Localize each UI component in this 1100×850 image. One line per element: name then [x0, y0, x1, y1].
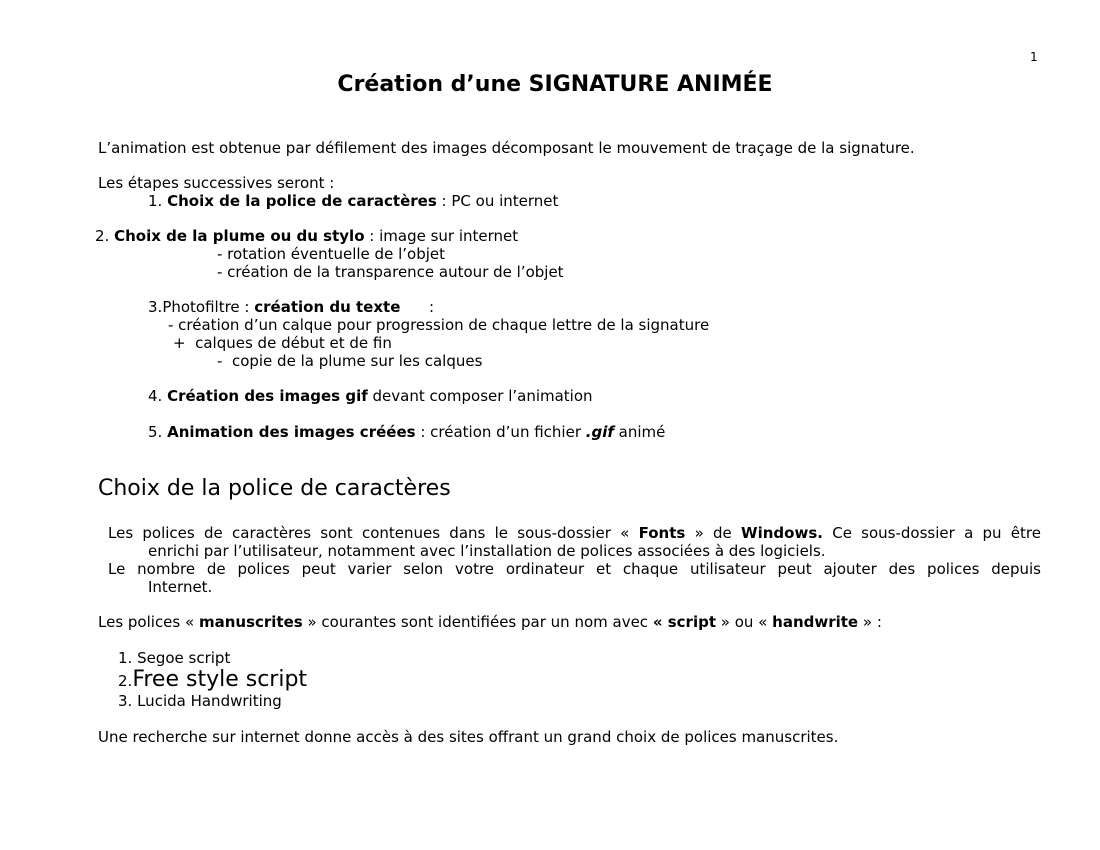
font-name: Lucida Handwriting	[137, 692, 282, 710]
font-count-paragraph-cont: Internet.	[148, 578, 213, 596]
font-list-item	[118, 668, 307, 693]
fonts-folder-paragraph-cont: enrichi par l’utilisateur, notamment avec l’installation de polices associées à des logiciels.	[148, 542, 826, 560]
page-number: 1	[1030, 50, 1038, 64]
step-title: création du texte	[254, 298, 401, 316]
step-number: 1.	[148, 192, 163, 210]
step-3-sub-2: + calques de début et de fin	[173, 334, 392, 352]
keyword-manuscrites: manuscrites	[198, 613, 303, 631]
step-separator: :	[400, 298, 435, 316]
step-detail: image sur internet	[379, 227, 519, 245]
step-1	[148, 192, 558, 210]
step-separator: :	[415, 423, 431, 441]
step-detail: création d’un fichier	[430, 423, 586, 441]
para-text: » ou «	[716, 613, 773, 631]
step-2-sub-1: - rotation éventuelle de l’objet	[217, 245, 445, 263]
section-heading: Choix de la police de caractères	[98, 476, 451, 501]
step-detail: PC ou internet	[451, 192, 559, 210]
para-text: » de	[685, 524, 742, 542]
step-2-sub-2: - création de la transparence autour de l’objet	[217, 263, 564, 281]
step-3-sub-1: - création d’un calque pour progression de chaque lettre de la signature	[168, 316, 710, 334]
font-count-paragraph: Le nombre de polices peut varier selon votre ordinateur et chaque utilisateur peut ajouter des polices depuis	[108, 560, 1041, 578]
font-name: Segoe script	[137, 649, 231, 667]
keyword-script: « script	[652, 613, 717, 631]
list-number: 2.	[118, 672, 133, 690]
fonts-folder-name: Fonts	[638, 524, 686, 542]
step-detail: devant composer l’animation	[367, 387, 593, 405]
step-5	[148, 423, 665, 441]
para-text: » :	[858, 613, 882, 631]
para-text: Les polices de caractères sont contenues dans le sous-dossier «	[108, 524, 639, 542]
para-text: » courantes sont identifiées par un nom avec	[302, 613, 653, 631]
conclusion-paragraph: Une recherche sur internet donne accès à des sites offrant un grand choix de polices manuscrites.	[98, 728, 839, 746]
font-list-item	[118, 649, 230, 667]
step-3	[148, 298, 434, 316]
font-list-item	[118, 692, 282, 710]
intro-paragraph: L’animation est obtenue par défilement des images décomposant le mouvement de traçage de la signature.	[98, 139, 915, 157]
list-number: 3.	[118, 692, 133, 710]
step-title: Animation des images créées	[167, 423, 416, 441]
page-title: Création d’une SIGNATURE ANIMÉE	[337, 72, 773, 97]
para-text: Ce sous-dossier a pu être	[822, 524, 1041, 542]
step-3-sub-3: - copie de la plume sur les calques	[217, 352, 483, 370]
step-detail-end: animé	[613, 423, 666, 441]
file-extension: .gif	[585, 423, 614, 441]
steps-intro: Les étapes successives seront :	[98, 174, 335, 192]
step-title: Choix de la police de caractères	[167, 192, 437, 210]
step-title: Création des images gif	[167, 387, 368, 405]
step-number: 2.	[95, 227, 110, 245]
script-fonts-paragraph	[98, 613, 882, 631]
step-2	[95, 227, 518, 245]
para-text: Les polices «	[98, 613, 199, 631]
list-number: 1.	[118, 649, 133, 667]
step-separator: :	[364, 227, 380, 245]
font-name: Free style script	[132, 667, 308, 692]
step-number: 5.	[148, 423, 163, 441]
fonts-folder-paragraph	[108, 524, 1041, 542]
step-title: Choix de la plume ou du stylo	[114, 227, 365, 245]
windows-name: Windows.	[741, 524, 823, 542]
step-separator: :	[436, 192, 452, 210]
step-prefix: Photofiltre :	[162, 298, 255, 316]
step-number: 3.	[148, 298, 163, 316]
step-number: 4.	[148, 387, 163, 405]
step-4	[148, 387, 593, 405]
keyword-handwrite: handwrite	[772, 613, 859, 631]
